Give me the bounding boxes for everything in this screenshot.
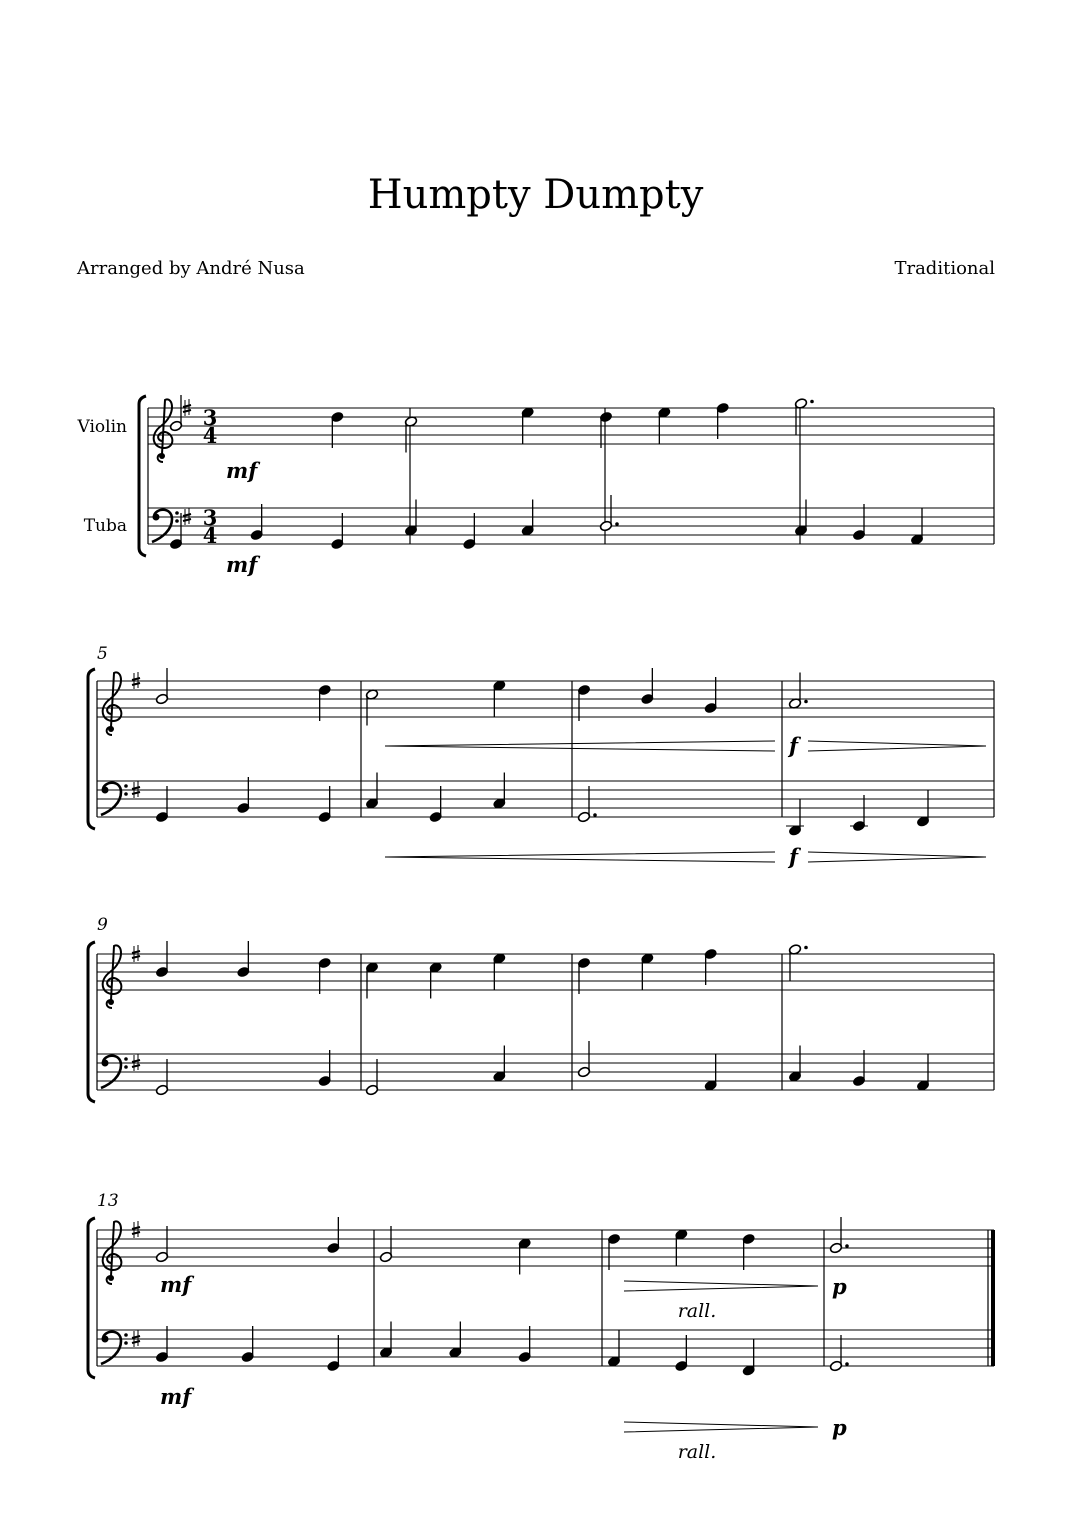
dynamic-marking: mf (226, 458, 258, 483)
final-barline-thick (991, 1230, 995, 1366)
dynamic-marking: p (832, 1415, 847, 1440)
note (607, 1331, 620, 1368)
measure-number: 13 (97, 1191, 119, 1211)
system-bracket (88, 942, 95, 1102)
note (250, 504, 263, 541)
dynamic-marking: mf (160, 1272, 192, 1297)
note (607, 1233, 620, 1270)
rallentando-marking: rall. (677, 1300, 717, 1322)
treble-clef-icon (154, 399, 173, 462)
instrument-label-violin: Violin (77, 417, 127, 437)
time-signature-numerator: 3 (202, 405, 218, 430)
note (429, 786, 442, 823)
note (794, 500, 807, 537)
note (318, 1050, 331, 1087)
dynamic-marking: mf (226, 552, 258, 577)
time-signature-denominator: 4 (202, 523, 218, 548)
rallentando-marking: rall. (677, 1441, 717, 1463)
dynamic-marking: f (789, 844, 799, 869)
measure-number: 5 (97, 644, 108, 664)
note (786, 800, 804, 837)
dynamic-marking: f (789, 733, 799, 758)
note (704, 677, 717, 714)
note (155, 941, 168, 978)
note (449, 1322, 462, 1359)
note (155, 1059, 168, 1096)
note (716, 402, 729, 439)
note (910, 509, 923, 546)
note (241, 1326, 254, 1363)
treble-clef-icon (103, 672, 122, 735)
note (237, 941, 250, 978)
score-title: Humpty Dumpty (367, 172, 704, 218)
note (327, 1217, 340, 1254)
note (518, 1326, 531, 1363)
note (850, 795, 868, 832)
crescendo-hairpin (385, 852, 775, 862)
note (155, 1226, 168, 1263)
note (704, 948, 717, 985)
note (577, 957, 590, 994)
note (704, 1055, 717, 1092)
treble-clef-icon (103, 945, 122, 1008)
note (852, 504, 865, 541)
note (916, 791, 929, 828)
note (794, 398, 813, 435)
dynamic-marking: p (832, 1274, 847, 1299)
note (493, 773, 506, 810)
note (675, 1335, 688, 1372)
note (852, 1050, 865, 1087)
note (641, 953, 654, 990)
crescendo-hairpin (385, 741, 775, 751)
dynamic-marking: mf (160, 1384, 192, 1409)
note (742, 1340, 755, 1377)
note (788, 1046, 801, 1083)
note (521, 407, 534, 444)
note (331, 513, 344, 550)
note (155, 668, 168, 705)
note (318, 957, 331, 994)
note (404, 500, 417, 537)
note (641, 668, 654, 705)
note (365, 773, 378, 810)
system-bracket (139, 396, 146, 556)
system-bracket (88, 669, 95, 829)
note (493, 953, 506, 990)
note (788, 944, 807, 981)
composer-credit: Traditional (894, 258, 995, 279)
note (331, 411, 344, 448)
note (365, 962, 378, 999)
note (463, 513, 476, 550)
note (675, 1229, 688, 1266)
measure-number: 9 (97, 915, 108, 935)
time-signature-numerator: 3 (202, 505, 218, 530)
note (327, 1335, 340, 1372)
note (577, 1041, 590, 1078)
note (237, 777, 250, 814)
note (599, 411, 612, 448)
note (916, 1055, 929, 1092)
note (155, 786, 168, 823)
note (155, 1326, 168, 1363)
system-bracket (88, 1218, 95, 1378)
decrescendo-hairpin (624, 1422, 818, 1432)
note (365, 689, 378, 726)
instrument-label-tuba: Tuba (83, 516, 127, 536)
note (429, 962, 442, 999)
note (318, 684, 331, 721)
decrescendo-hairpin (808, 852, 986, 862)
time-signature-denominator: 4 (202, 423, 218, 448)
note (365, 1059, 378, 1096)
note (404, 416, 417, 453)
note (518, 1238, 531, 1275)
note (788, 673, 807, 710)
note (493, 1046, 506, 1083)
note (493, 680, 506, 717)
arranger-credit: Arranged by André Nusa (77, 258, 305, 279)
note (658, 407, 671, 444)
note (577, 684, 590, 721)
decrescendo-hairpin (624, 1281, 818, 1291)
treble-clef-icon (103, 1221, 122, 1284)
note (379, 1226, 392, 1263)
decrescendo-hairpin (808, 741, 986, 751)
note (742, 1233, 755, 1270)
note (521, 500, 534, 537)
note (379, 1322, 392, 1359)
note (318, 786, 331, 823)
